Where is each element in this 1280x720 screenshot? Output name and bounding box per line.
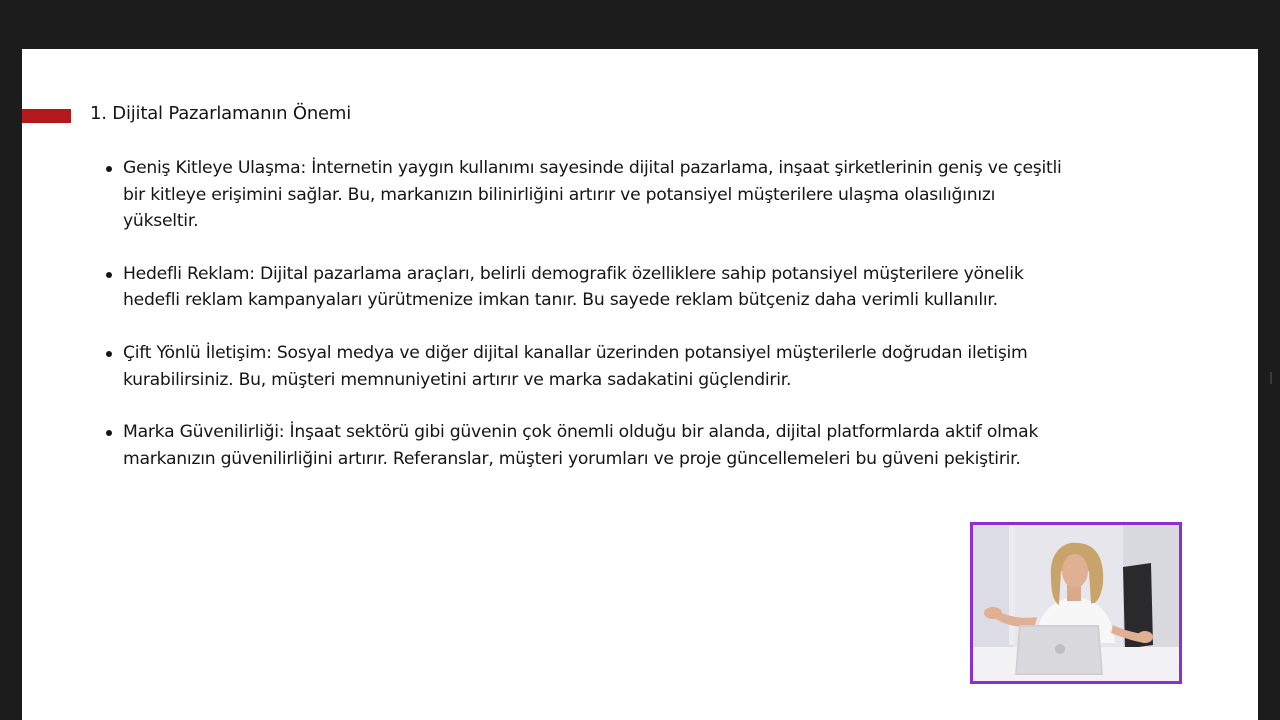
bullet-item — [106, 155, 1066, 235]
bullet-text: Marka Güvenilirliği: İnşaat sektörü gibi güvenin çok önemli olduğu bir alanda, dijital platformlarda aktif olmak markanızın güvenilirliğini artırır. Referanslar, müşteri yorumları ve proje güncellemeleri bu güveni pekiştirir. — [123, 422, 1039, 469]
bullet-list — [106, 155, 1066, 498]
bullet-dot-icon — [106, 166, 112, 172]
webcam-presenter-image — [973, 525, 1179, 681]
title-accent-bar — [22, 109, 71, 123]
slide-title: 1. Dijital Pazarlamanın Önemi — [90, 103, 352, 124]
bullet-text: Hedefli Reklam: Dijital pazarlama araçları, belirli demografik özelliklere sahip potansiyel müşterilere yönelik hedefli reklam kampanyaları yürütmenize imkan tanır. Bu sayede reklam bütçeniz daha verimli kullanılır. — [123, 263, 1024, 311]
bullet-dot-icon — [106, 351, 112, 357]
bullet-item — [106, 419, 1066, 472]
bullet-dot-icon — [106, 430, 112, 436]
bullet-item — [106, 261, 1066, 314]
edge-marker — [1270, 372, 1272, 384]
bullet-text: Geniş Kitleye Ulaşma: İnternetin yaygın kullanımı sayesinde dijital pazarlama, inşaat şirketlerinin geniş ve çeşitli bir kitleye erişimini sağlar. Bu, markanızın bilinirliğini artırır ve potansiyel müşterilere ulaşma olasılığınızı yükseltir. — [123, 158, 1062, 232]
bullet-dot-icon — [106, 272, 112, 278]
webcam-overlay[interactable] — [970, 522, 1182, 684]
bullet-text: Çift Yönlü İletişim: Sosyal medya ve diğer dijital kanallar üzerinden potansiyel müşterilerle doğrudan iletişim kurabilirsiniz. Bu, müşteri memnuniyetini artırır ve marka sadakatini güçlendirir. — [123, 342, 1028, 390]
bullet-item — [106, 340, 1066, 393]
